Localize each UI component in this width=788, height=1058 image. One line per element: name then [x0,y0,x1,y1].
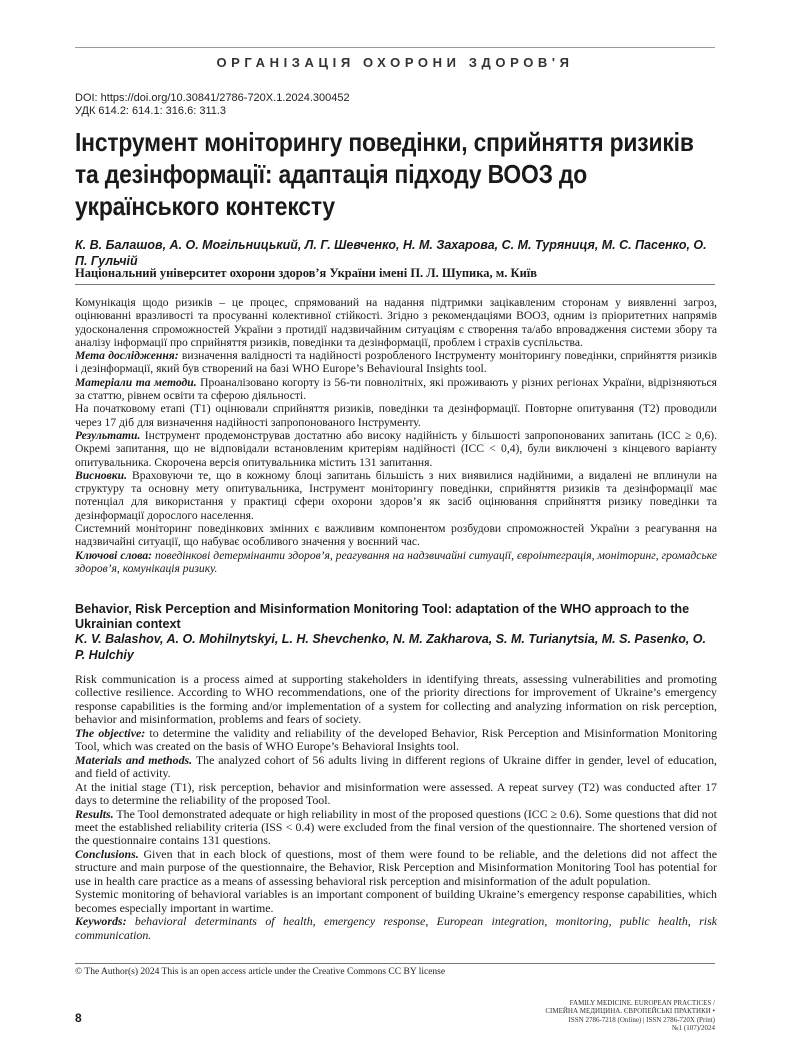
conclusions-text-en: Given that in each block of questions, most of them were found to be reliable, and the deletions did not affect the structure and main purpose of the questionnaire, the Behavior, Risk Perception and Misinformation Monitoring Tool has potential for use in health care practice as a means of assessing behavioral risk perception and misinformation of the adult population. [75,846,717,888]
abstract-ua-intro: Комунікація щодо ризиків – це процес, спрямований на надання підтримки зацікавленим сторонам у виявленні загроз, оцінюванні вразливості та просуванні колективної стійкості. Згідно з рекомендаціями ВООЗ, одним із пріоритетних напрямів удосконалення спроможностей України з протидії надзвичайним ситуаціям є створення та/або впровадження системи збору та аналізу інформації про сприйняття ризиків, поведінки та дезінформації, проблем і страхів суспільства. [75,296,717,349]
objective-label: Мета дослідження: [75,349,179,363]
abstract-ua-keywords [75,549,717,576]
keywords-text: поведінкові детермінанти здоров’я, реагування на надзвичайні ситуації, євроінтеграція, моніторинг, громадське здоров’я, комунікація ризику. [75,548,717,575]
footer-divider [75,963,715,964]
abstract-divider [75,284,715,285]
license-note: © The Author(s) 2024 This is an open access article under the Creative Commons CC BY license [75,967,446,977]
keywords-text-en: behavioral determinants of health, emergency response, European integration, monitoring, public health, risk communication. [75,914,717,942]
affiliation: Національний університет охорони здоров’я України імені П. Л. Шупика, м. Київ [75,266,538,280]
journal-line: ISSN 2786-7218 (Online) | ISSN 2786-720X (Print) [568,1015,715,1024]
conclusions-label-en: Conclusions. [75,846,139,861]
conclusions-text: Враховуючи те, що в кожному блоці запитань більшість з них виявилися надійними, а видалені не вплинули на структуру та основну мету опитувальника, Інструмент моніторингу поведінки, сприйняття ризиків та дезінформації має потенціал для використання у практиці сфери охорони здоров’я як засіб оцінювання сприйняття ризику поведінки та дезінформації дорослого населення. [75,468,717,522]
abstract-ua-results [75,429,717,469]
methods-text: Проаналізовано когорту із 56-ти повнолітніх, які проживають у різних регіонах України, відрізняються за статтю, рівнем освіти та сферою діяльності. [75,375,717,403]
article-title-ua: Інструмент моніторингу поведінки, сприйняття ризиків та дезінформації: адаптація підходу ВООЗ до українського контексту [75,127,694,221]
results-label-en: Results. [75,806,114,821]
abstract-en [75,673,717,942]
authors-ua: К. В. Балашов, А. О. Могільницький, Л. Г. Шевченко, Н. М. Захарова, С. М. Туряниця, М. С. Пасенко, О. П. Гульчій [75,238,707,268]
authors-en: K. V. Balashov, A. O. Mohilnytskyi, L. H. Shevchenko, N. M. Zakharova, S. M. Turianytsia, M. S. Pasenko, O. P. Hulchiy [75,632,706,662]
abstract-ua-conclusions-2: Системний моніторинг поведінкових змінних є важливим компонентом розбудови спроможностей України з реагування на надзвичайні ситуації, що набуває особливого значення у воєнний час. [75,522,717,549]
abstract-en-conclusions [75,848,717,888]
objective-label-en: The objective: [75,725,146,740]
udk-line: УДК 614.2: 614.1: 316.6: 311.3 [75,105,227,117]
methods-text-en: The analyzed cohort of 56 adults living in different regions of Ukraine differ in gender, level of education, and field of activity. [75,752,717,781]
doi-line[interactable]: DOI: https://doi.org/10.30841/2786-720X.1.2024.300452 [75,92,350,104]
page-number: 8 [75,1011,82,1025]
abstract-ua-methods [75,376,717,403]
abstract-ua-conclusions [75,469,717,522]
objective-text-en: to determine the validity and reliability of the developed Behavior, Risk Perception and Misinformation Monitoring Tool, which was created on the basis of WHO Europe’s Behavioral Insights tool. [75,725,718,754]
objective-text: визначення валідності та надійності розробленого Інструменту моніторингу поведінки, сприйняття ризиків і дезінформації, який був створений на базі WHO Europe’s Behavioural Insights tool. [75,349,717,376]
journal-line: №1 (107)/2024 [671,1023,715,1032]
journal-line: СІМЕЙНА МЕДИЦИНА. ЄВРОПЕЙСЬКІ ПРАКТИКИ • [545,1007,715,1016]
journal-info [455,999,715,1032]
results-label: Результати. [75,428,141,442]
keywords-label: Ключові слова: [75,548,153,562]
results-text-en: The Tool demonstrated adequate or high reliability in most of the proposed questions (ICC ≥ 0.6). Some questions that did not meet the established reliability criteria (ISS < 0.4) were excluded from the final version of the questionnaire. The shortened version of the questionnaire contains 131 questions. [75,806,717,848]
abstract-en-objective [75,727,717,754]
abstract-en-keywords [75,915,717,942]
abstract-en-intro: Risk communication is a process aimed at supporting stakeholders in identifying threats, assessing vulnerabilities and promoting collective resilience. According to WHO recommendations, one of the priority directions for improvement of Ukraine’s emergency response capabilities is the forming and/or implementation of a system for collecting and analyzing information on risk perception, behavior and misinformation, problems and fears of society. [75,672,717,727]
methods-label-en: Materials and methods. [75,752,193,767]
abstract-ua-objective [75,349,717,376]
conclusions-label: Висновки. [75,468,127,482]
results-text: Інструмент продемонстрував достатню або високу надійність у більшості запропонованих запитань (ICC ≥ 0,6). Окремі запитання, що не відповідали встановленим критеріям надійності (ICC < 0,4), були виключені з кінцевого варіанту опитувальника. Скорочена версія опитувальника містить 131 запитання. [75,428,717,469]
methods-label: Матеріали та методи. [75,375,197,389]
section-heading: ОРГАНІЗАЦІЯ ОХОРОНИ ЗДОРОВ'Я [216,55,574,70]
abstract-en-results [75,808,717,848]
keywords-label-en: Keywords: [75,914,127,929]
abstract-ua [75,296,717,575]
abstract-en-methods [75,754,717,781]
article-title-en: Behavior, Risk Perception and Misinformation Monitoring Tool: adaptation of the WHO approach to the Ukrainian context [75,602,690,631]
abstract-ua-methods-2: На початковому етапі (Т1) оцінювали сприйняття ризиків, поведінки та дезінформації. Повторне опитування (Т2) проводили через 17 діб для визначення надійності запропонованого Інструменту. [75,402,717,429]
top-divider [75,47,715,48]
abstract-en-conclusions-2: Systemic monitoring of behavioral variables is an important component of building Ukraine’s emergency response capabilities, which becomes especially important in wartime. [75,887,717,915]
abstract-en-methods-2: At the initial stage (T1), risk perception, behavior and misinformation were assessed. A repeat survey (T2) was conducted after 17 days to determine the reliability of the proposed Tool. [75,779,717,808]
journal-line: FAMILY MEDICINE. EUROPEAN PRACTICES / [569,999,715,1007]
